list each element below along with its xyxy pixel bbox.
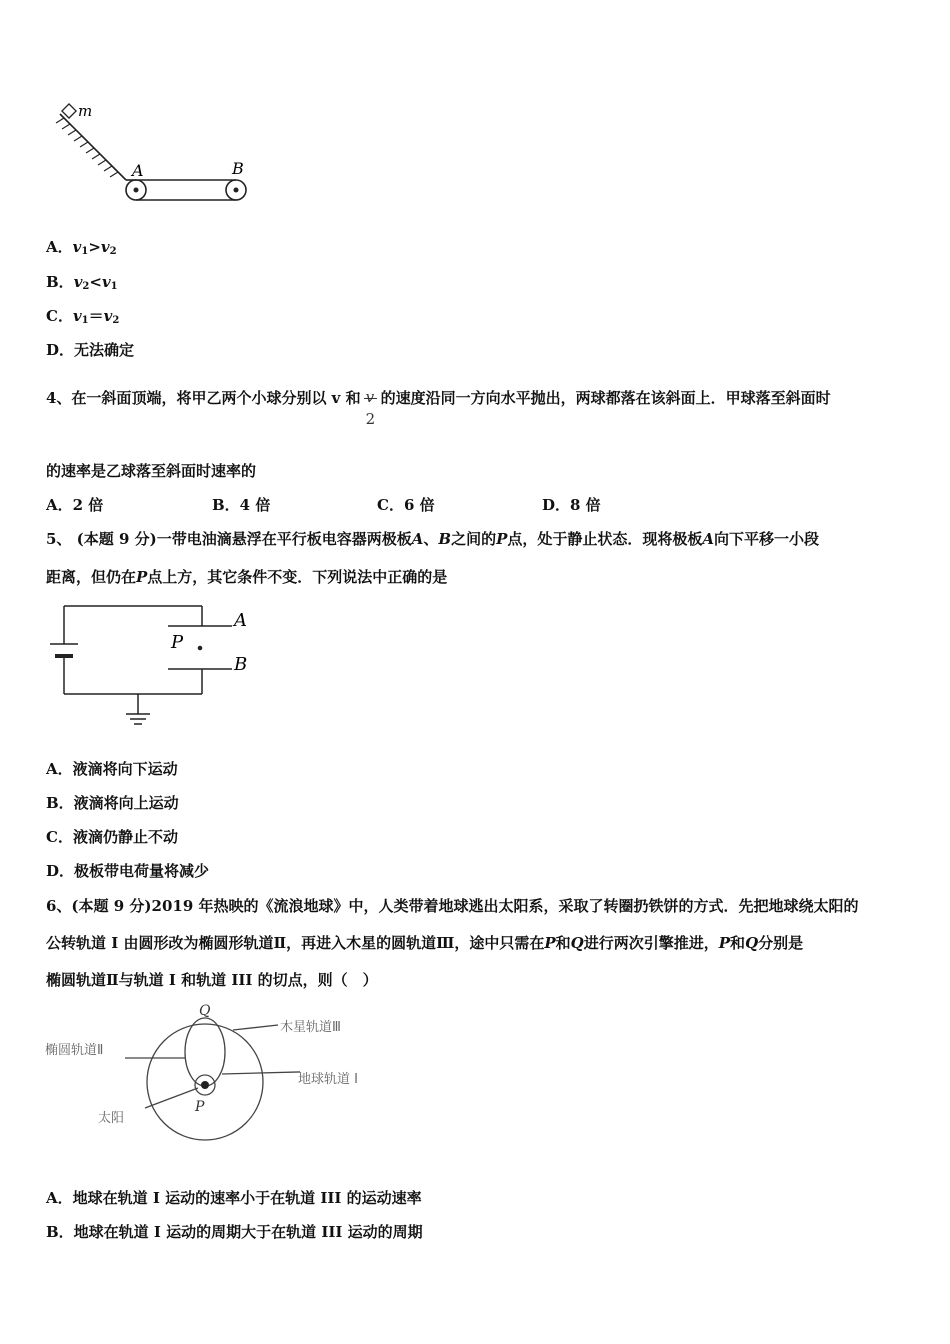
q3-option-a[interactable]: A．$v_1>v_2$ bbox=[46, 238, 117, 257]
v-over-2-fraction: v 2 bbox=[365, 388, 376, 428]
q4-stem-line2: 的速率是乙球落至斜面时速率的 bbox=[46, 462, 257, 480]
fig2-label-a: A bbox=[234, 610, 247, 631]
fig1-label-b: B bbox=[232, 159, 244, 178]
q5-option-b[interactable]: B．液滴将向上运动 bbox=[46, 794, 179, 812]
q4-option-a[interactable]: A．2 倍 bbox=[46, 496, 104, 514]
fig3-label-sun: 太阳 bbox=[98, 1111, 125, 1126]
q3-option-c[interactable]: C．$v_1=v_2$ bbox=[46, 307, 120, 326]
q4-option-c[interactable]: C．6 倍 bbox=[377, 496, 435, 514]
q3-option-d[interactable]: D．无法确定 bbox=[46, 341, 135, 359]
q6-option-b[interactable]: B．地球在轨道 I 运动的周期大于在轨道 III 运动的周期 bbox=[46, 1223, 423, 1241]
q6-stem-line1: 6、(本题 9 分)2019 年热映的《流浪地球》中，人类带着地球逃出太阳系，采取了转圈扔铁饼的方式．先把地球绕太阳的 bbox=[46, 897, 859, 915]
fig3-label-jupiter-orbit: 木星轨道Ⅲ bbox=[280, 1020, 341, 1035]
q5-option-c[interactable]: C．液滴仍静止不动 bbox=[46, 828, 178, 846]
q4-stem-line1: 4、在一斜面顶端，将甲乙两个小球分别以 v 和 v 2 的速度沿同一方向水平抛出，两球都落在该斜面上．甲球落至斜面时 bbox=[46, 378, 831, 419]
capacitor-circuit-figure bbox=[48, 598, 268, 738]
fig1-label-a: A bbox=[132, 161, 144, 180]
q6-stem-line2: 公转轨道 I 由圆形改为椭圆形轨道Ⅱ，再进入木星的圆轨道Ⅲ，途中只需在P和Q进行两次引擎推进，P和Q分别是 bbox=[46, 934, 804, 952]
q5-option-d[interactable]: D．极板带电荷量将减少 bbox=[46, 862, 210, 880]
fig3-label-p: P bbox=[195, 1099, 205, 1115]
fig3-label-ellipse-orbit: 椭圆轨道Ⅱ bbox=[45, 1043, 104, 1058]
q5-stem-line2: 距离，但仍在P点上方，其它条件不变．下列说法中正确的是 bbox=[46, 568, 448, 586]
q4-option-d[interactable]: D．8 倍 bbox=[542, 496, 601, 514]
q5-option-a[interactable]: A．液滴将向下运动 bbox=[46, 760, 178, 778]
fig3-label-q: Q bbox=[199, 1003, 211, 1019]
q5-stem-line1: 5、 (本题 9 分)一带电油滴悬浮在平行板电容器两极板A、B之间的P点，处于静止状态．现将极板A向下平移一小段 bbox=[46, 530, 820, 548]
q3-option-b[interactable]: B．$v_2<v_1$ bbox=[46, 273, 118, 292]
incline-conveyor-figure bbox=[50, 100, 260, 210]
orbit-figure bbox=[40, 998, 400, 1148]
fig3-label-earth-orbit: 地球轨道 I bbox=[298, 1072, 358, 1087]
fig2-label-p: P bbox=[171, 632, 184, 653]
q4-option-b[interactable]: B．4 倍 bbox=[212, 496, 271, 514]
q6-stem-line3: 椭圆轨道Ⅱ与轨道 I 和轨道 III 的切点，则（ ） bbox=[46, 971, 378, 989]
fig1-label-m: m bbox=[78, 102, 93, 120]
q6-option-a[interactable]: A．地球在轨道 I 运动的速率小于在轨道 III 的运动速率 bbox=[46, 1189, 422, 1207]
fig2-label-b: B bbox=[234, 654, 248, 675]
